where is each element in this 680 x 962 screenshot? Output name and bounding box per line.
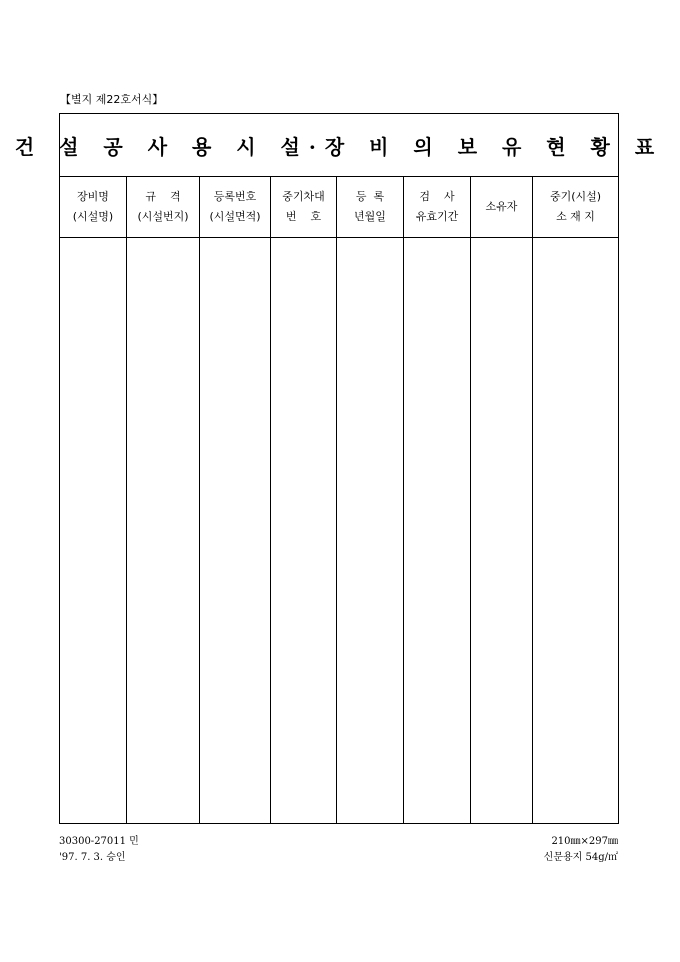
column-owner [471, 176, 533, 823]
header-line-1: 등 록 [355, 189, 385, 203]
header-line-2: 유효기간 [415, 209, 459, 223]
form-number-label: 【별지 제22호서식】 [60, 93, 164, 106]
column-header [337, 176, 403, 238]
header-line-2: (시설면적) [209, 209, 261, 223]
form-title: 건 설 공 사 용 시 설·장 비 의 보 유 현 황 표 [14, 134, 664, 159]
column-header [271, 176, 336, 238]
column-inspection-validity [404, 176, 471, 823]
header-line-1: 검 사 [419, 189, 455, 203]
header-line-1: 등록번호 [213, 189, 257, 203]
header-line-2: 소 재 지 [556, 209, 595, 223]
form-table [14, 113, 664, 824]
column-specification [127, 176, 200, 823]
column-header [60, 176, 126, 238]
column-chassis-number [271, 176, 337, 823]
header-line-1: 중기차대 [282, 189, 325, 203]
header-line-1: 규 격 [145, 189, 181, 203]
header-line-2: (시설명) [72, 209, 114, 223]
header-line-1: 소유자 [485, 199, 518, 213]
paper-size: 210㎜×297㎜ [551, 836, 618, 847]
column-header [404, 176, 470, 238]
column-header [127, 176, 199, 238]
footer-right [544, 834, 618, 866]
title-row [14, 114, 664, 177]
header-line-1: 장비명 [77, 189, 109, 203]
paper-type: 신문용지 54g/㎡ [543, 852, 618, 863]
approval-date: '97. 7. 3. 승인 [59, 852, 126, 863]
column-header [533, 176, 618, 238]
header-line-2: 번 호 [285, 209, 322, 223]
column-header [471, 176, 532, 238]
column-header [200, 176, 270, 238]
column-equipment-name [60, 176, 127, 823]
form-code: 30300-27011 민 [59, 836, 139, 847]
header-line-1: 중기(시설) [549, 189, 602, 203]
header-line-2: 년월일 [354, 209, 386, 223]
column-registration-number [200, 176, 271, 823]
column-location [533, 176, 618, 823]
header-line-2: (시설번지) [137, 209, 189, 223]
column-registration-date [337, 176, 404, 823]
footer-left [59, 834, 139, 866]
